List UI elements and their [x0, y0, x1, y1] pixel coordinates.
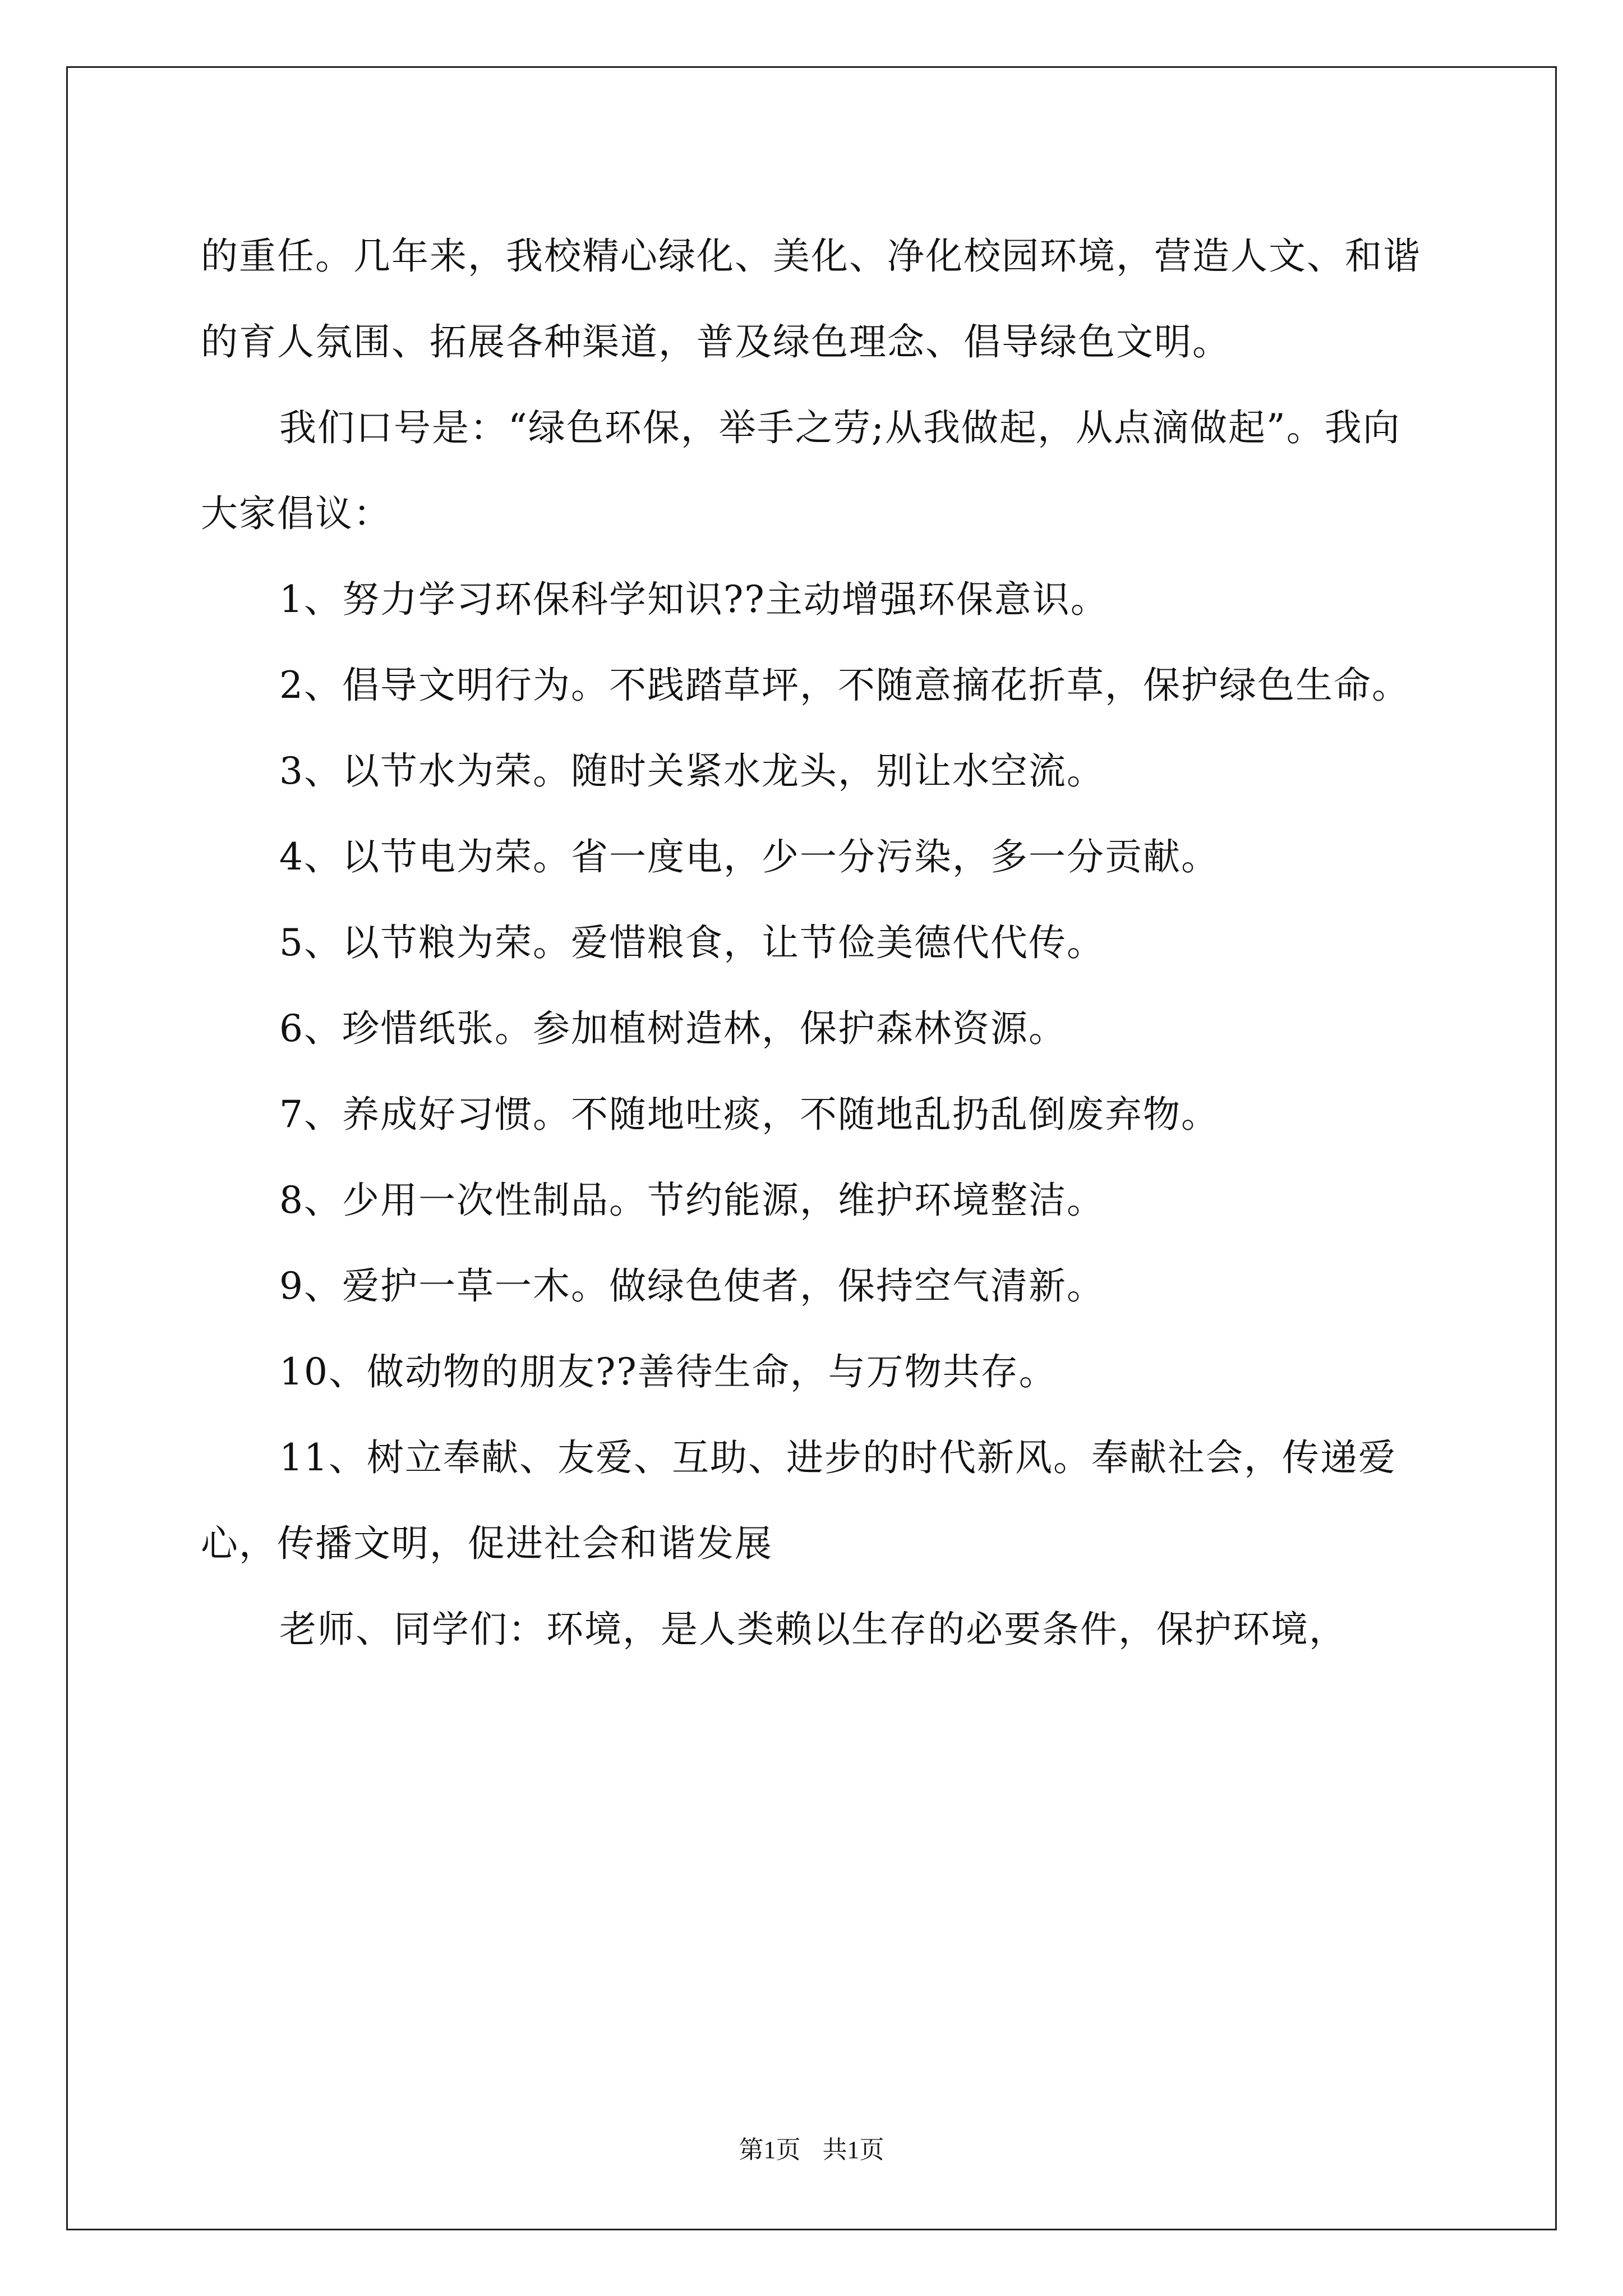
list-item: 7、养成好习惯。不随地吐痰，不随地乱扔乱倒废弃物。 — [279, 1093, 1219, 1136]
list-item: 4、以节电为荣。省一度电，少一分污染，多一分贡献。 — [279, 835, 1219, 878]
page-footer — [0, 2133, 1623, 2167]
paragraph: 老师、同学们：环境，是人类赖以生存的必要条件，保护环境， — [279, 1608, 1347, 1651]
list-item: 11、树立奉献、友爱、互助、进步的时代新风。奉献社会，传递爱心，传播文明，促进社会和谐发展 — [201, 1436, 1396, 1565]
page-number: 第1页 — [739, 2136, 801, 2164]
list-item: 6、珍惜纸张。参加植树造林，保护森林资源。 — [279, 1007, 1067, 1050]
list-item: 2、倡导文明行为。不践踏草坪，不随意摘花折草，保护绿色生命。 — [279, 664, 1410, 707]
list-item: 1、努力学习环保科学知识??主动增强环保意识。 — [279, 578, 1109, 621]
list-item: 5、以节粮为荣。爱惜粮食，让节俭美德代代传。 — [279, 921, 1105, 964]
page-total: 共1页 — [822, 2136, 884, 2164]
list-item: 9、爱护一草一木。做绿色使者，保持空气清新。 — [279, 1264, 1105, 1308]
list-item: 3、以节水为荣。随时关紧水龙头，别让水空流。 — [279, 749, 1105, 793]
list-item: 8、少用一次性制品。节约能源，维护环境整洁。 — [279, 1179, 1105, 1222]
list-item: 10、做动物的朋友??善待生命，与万物共存。 — [279, 1350, 1057, 1393]
paragraph: 的重任。几年来，我校精心绿化、美化、净化校园环境，营造人文、和谐的育人氛围、拓展各种渠道，普及绿色理念、倡导绿色文明。 — [201, 234, 1421, 364]
paragraph: 我们口号是：“绿色环保，举手之劳;从我做起，从点滴做起”。我向大家倡议： — [201, 406, 1401, 535]
document-body — [201, 213, 1435, 1672]
